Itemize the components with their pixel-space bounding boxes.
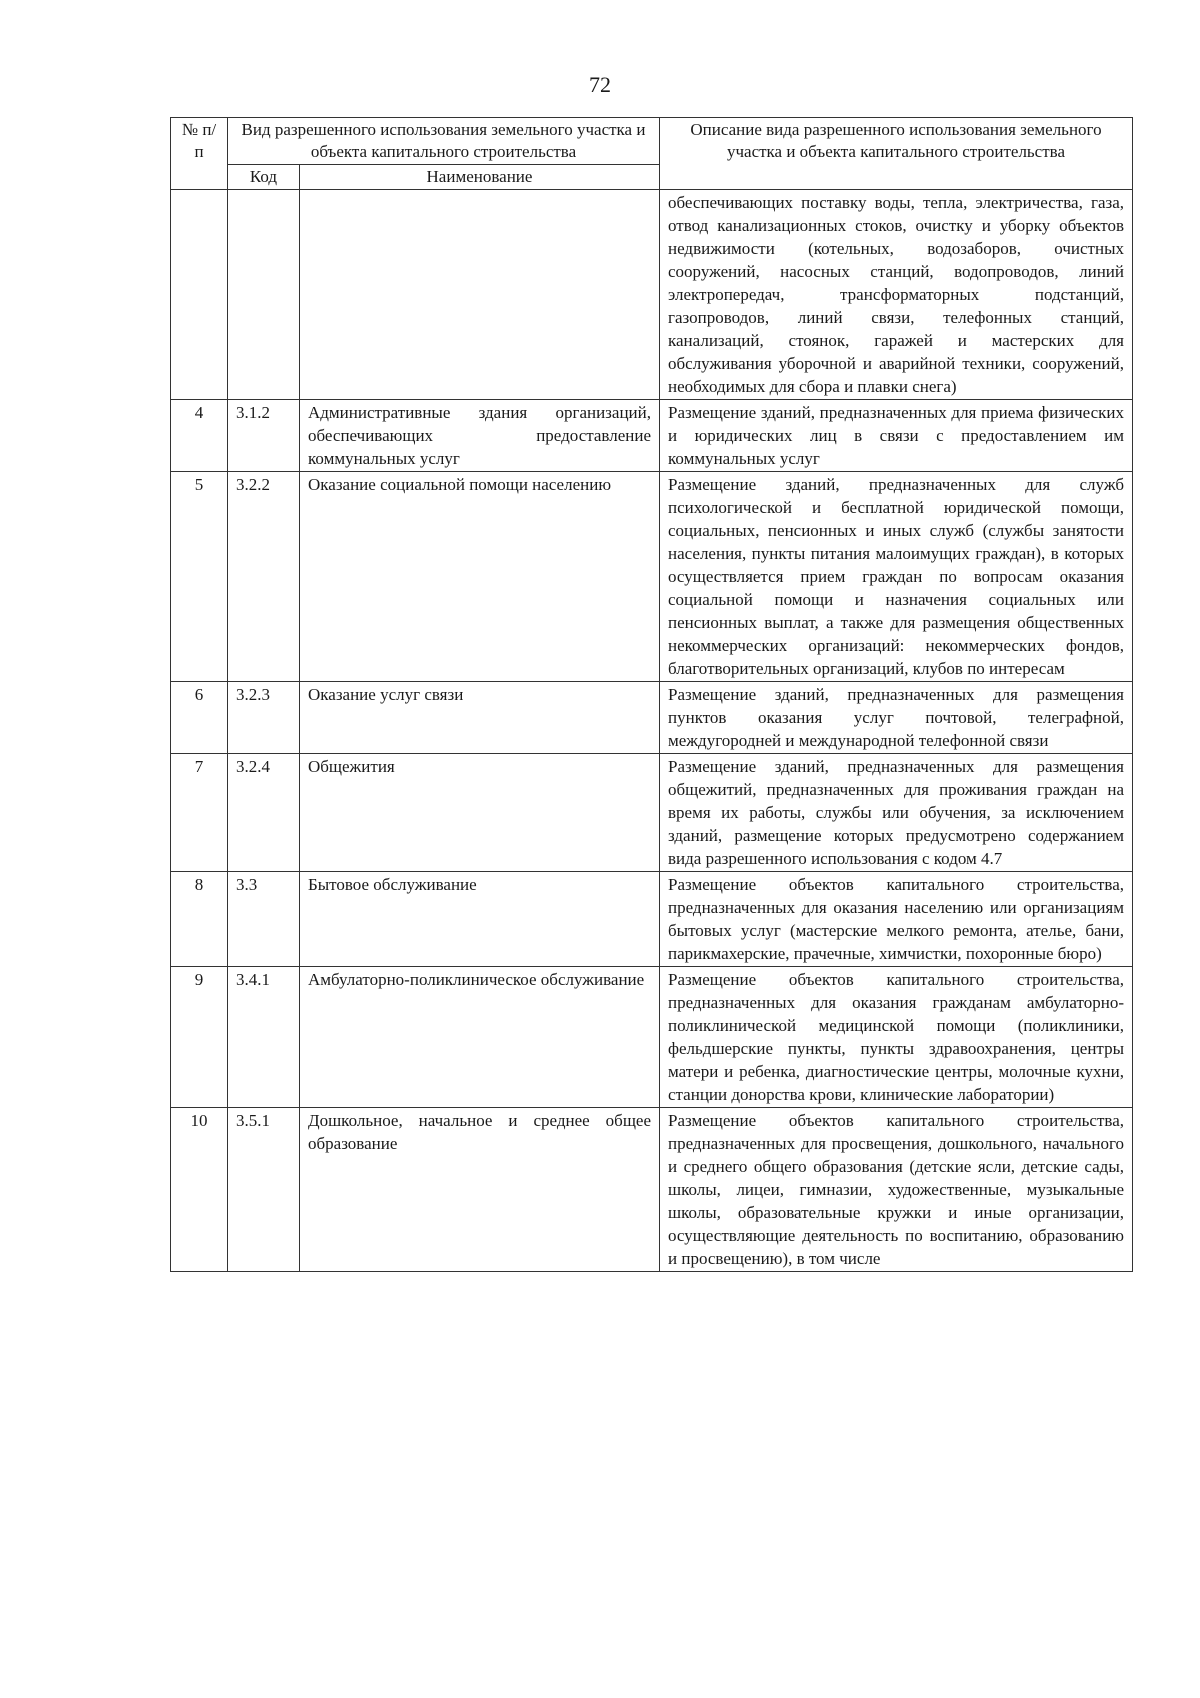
- row-number: 6: [171, 682, 228, 754]
- row-name: Амбулаторно-поликлиническое обслуживание: [300, 967, 660, 1108]
- header-name: Наименование: [300, 165, 660, 190]
- row-description: Размещение зданий, предназначенных для размещения пунктов оказания услуг почтовой, телеграфной, междугородней и международной телефонной связи: [660, 682, 1133, 754]
- row-number: 10: [171, 1108, 228, 1272]
- row-description: Размещение зданий, предназначенных для приема физических и юридических лиц в связи с предоставлением им коммунальных услуг: [660, 400, 1133, 472]
- row-number: [171, 190, 228, 400]
- header-description: Описание вида разрешенного использования земельного участка и объекта капитального строительства: [660, 118, 1133, 190]
- row-name: Административные здания организаций, обеспечивающих предоставление коммунальных услуг: [300, 400, 660, 472]
- row-code: 3.2.4: [228, 754, 300, 872]
- row-name: Дошкольное, начальное и среднее общее образование: [300, 1108, 660, 1272]
- row-number: 5: [171, 472, 228, 682]
- row-name: Бытовое обслуживание: [300, 872, 660, 967]
- row-description: Размещение объектов капитального строительства, предназначенных для оказания гражданам амбулаторно-поликлинической медицинской помощи (поликлиники, фельдшерские пункты, пункты здравоохранения, центры матери и ребенка, диагностические центры, молочные кухни, станции донорства крови, клинические лаборатории): [660, 967, 1133, 1108]
- table-row: [171, 682, 1133, 754]
- table-row-continuation: [171, 190, 1133, 400]
- row-code: [228, 190, 300, 400]
- row-code: 3.3: [228, 872, 300, 967]
- header-number: № п/п: [171, 118, 228, 190]
- land-use-table: [170, 117, 1133, 1272]
- row-code: 3.1.2: [228, 400, 300, 472]
- table-row: [171, 400, 1133, 472]
- row-description: обеспечивающих поставку воды, тепла, электричества, газа, отвод канализационных стоков, очистку и уборку объектов недвижимости (котельных, водозаборов, очистных сооружений, насосных станций, водопроводов, линий электропередач, трансформаторных подстанций, газопроводов, линий связи, телефонных станций, канализаций, стоянок, гаражей и мастерских для обслуживания уборочной и аварийной техники, сооружений, необходимых для сбора и плавки снега): [660, 190, 1133, 400]
- table-row: [171, 754, 1133, 872]
- row-name: Оказание социальной помощи населению: [300, 472, 660, 682]
- row-name: Оказание услуг связи: [300, 682, 660, 754]
- table-row: [171, 1108, 1133, 1272]
- row-number: 9: [171, 967, 228, 1108]
- row-description: Размещение объектов капитального строительства, предназначенных для просвещения, дошкольного, начального и среднего общего образования (детские ясли, детские сады, школы, лицеи, гимназии, художественные, музыкальные школы, образовательные кружки и иные организации, осуществляющие деятельность по воспитанию, образованию и просвещению), в том числе: [660, 1108, 1133, 1272]
- row-code: 3.4.1: [228, 967, 300, 1108]
- table-row: [171, 967, 1133, 1108]
- row-number: 7: [171, 754, 228, 872]
- header-code: Код: [228, 165, 300, 190]
- table-row: [171, 872, 1133, 967]
- row-name: Общежития: [300, 754, 660, 872]
- row-description: Размещение зданий, предназначенных для служб психологической и бесплатной юридической помощи, социальных, пенсионных и иных служб (службы занятости населения, пункты питания малоимущих граждан), в которых осуществляется прием граждан по вопросам оказания социальной помощи и назначения социальных или пенсионных выплат, а также для размещения общественных некоммерческих организаций: некоммерческих фондов, благотворительных организаций, клубов по интересам: [660, 472, 1133, 682]
- header-use-type: Вид разрешенного использования земельного участка и объекта капитального строительства: [228, 118, 660, 165]
- row-description: Размещение объектов капитального строительства, предназначенных для оказания населению или организациям бытовых услуг (мастерские мелкого ремонта, ателье, бани, парикмахерские, прачечные, химчистки, похоронные бюро): [660, 872, 1133, 967]
- row-name: [300, 190, 660, 400]
- row-code: 3.2.3: [228, 682, 300, 754]
- row-description: Размещение зданий, предназначенных для размещения общежитий, предназначенных для проживания граждан на время их работы, службы или обучения, за исключением зданий, размещение которых предусмотрено содержанием вида разрешенного использования с кодом 4.7: [660, 754, 1133, 872]
- row-number: 4: [171, 400, 228, 472]
- row-code: 3.2.2: [228, 472, 300, 682]
- table-row: [171, 472, 1133, 682]
- row-code: 3.5.1: [228, 1108, 300, 1272]
- page-number: 72: [589, 72, 611, 97]
- row-number: 8: [171, 872, 228, 967]
